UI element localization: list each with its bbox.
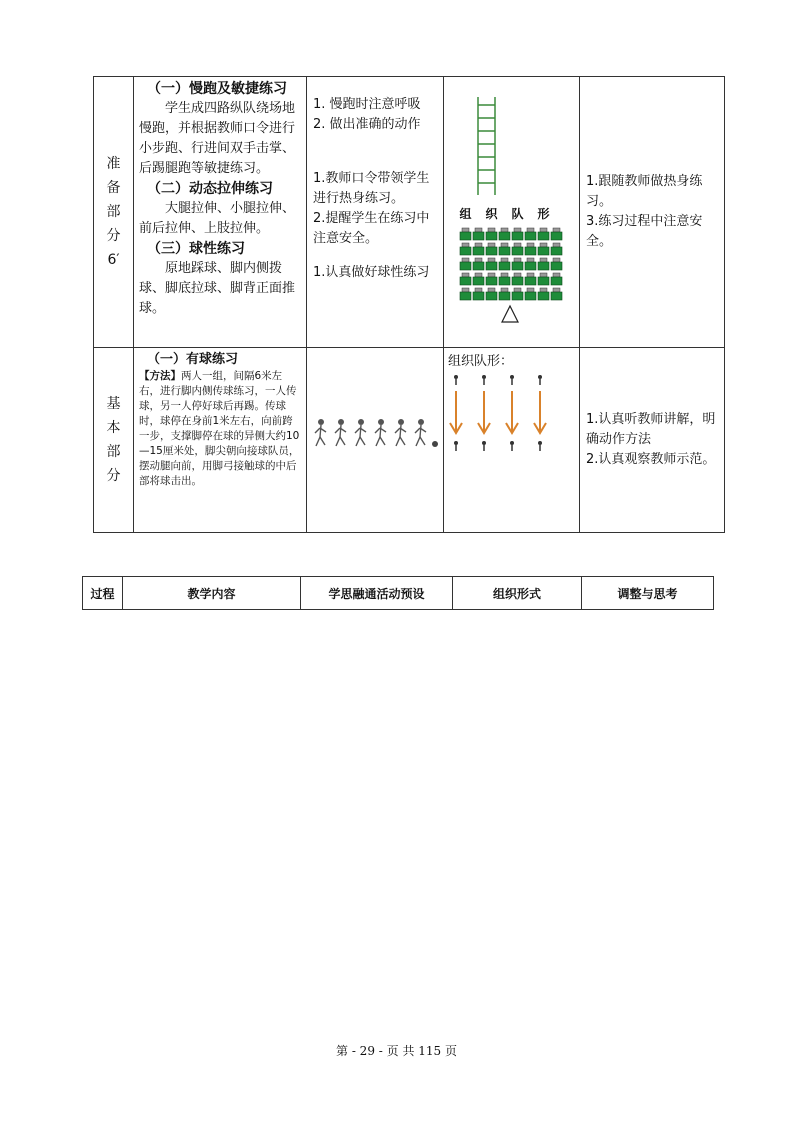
student-figure xyxy=(486,288,497,300)
student-figure xyxy=(538,228,549,240)
pass-lane xyxy=(478,375,490,451)
student-figure xyxy=(499,273,510,285)
cone-icon xyxy=(502,306,518,322)
header-process: 过程 xyxy=(83,577,123,610)
organization-label: 组织队形： xyxy=(448,354,514,369)
student-figure xyxy=(512,273,523,285)
prep-organization-cell xyxy=(444,77,580,348)
pass-lane xyxy=(534,375,546,451)
prep-heading-3: （三）球性练习 xyxy=(147,241,245,257)
student-figure xyxy=(525,273,536,285)
student-figure xyxy=(525,258,536,270)
prep-heading-2: （二）动态拉伸练习 xyxy=(147,181,273,197)
basic-activity-cell xyxy=(307,348,444,533)
basic-stage-cell xyxy=(94,348,134,533)
student-figure xyxy=(499,228,510,240)
student-figure xyxy=(551,243,562,255)
ball-icon xyxy=(432,441,438,447)
passing-arrows-diagram xyxy=(444,371,580,461)
player-figure xyxy=(375,419,386,446)
stage-char: 本 xyxy=(106,420,121,436)
student-figure xyxy=(512,228,523,240)
basic-content-cell xyxy=(134,348,307,533)
student-figure xyxy=(460,273,471,285)
basic-organization-cell xyxy=(444,348,580,533)
reflection-line: 1.跟随教师做热身练习。 xyxy=(586,174,703,209)
prep-heading-1: （一）慢跑及敏捷练习 xyxy=(147,81,287,97)
student-figure xyxy=(512,243,523,255)
player-figure xyxy=(415,419,426,446)
stage-char: 基 xyxy=(106,396,121,412)
player-figure xyxy=(395,419,406,446)
student-figure xyxy=(525,228,536,240)
lesson-plan-table xyxy=(93,76,725,533)
method-text: 两人一组，间隔6米左右，进行脚内侧传球练习，一人传球，另一人停好球后再踢。传球时，球停在身前1米左右，向前跨一步，支撑脚停在球的异侧大约10—15厘米处，脚尖朝向接球队员，摆动腿向前，用脚弓接触球的中后部将球击出。 xyxy=(139,370,300,487)
student-figure xyxy=(512,258,523,270)
student-figure xyxy=(512,288,523,300)
stage-char: 备 xyxy=(106,180,121,196)
reflection-line: 2.认真观察教师示范。 xyxy=(586,452,716,467)
student-figure xyxy=(538,243,549,255)
method-tag: 【方法】 xyxy=(139,370,181,382)
passing-sequence-image xyxy=(307,408,443,468)
student-figure xyxy=(551,273,562,285)
pass-lane xyxy=(506,375,518,451)
student-figure xyxy=(538,273,549,285)
activity-line: 2. 做出准确的动作 xyxy=(313,117,421,132)
student-figure xyxy=(525,243,536,255)
player-figure xyxy=(355,419,366,446)
student-figure xyxy=(486,228,497,240)
organization-caption: 组织队形 xyxy=(459,207,564,221)
student-figure xyxy=(473,228,484,240)
stage-char: 6′ xyxy=(107,252,120,268)
column-header-table xyxy=(82,576,714,610)
student-figure xyxy=(499,258,510,270)
student-figure xyxy=(460,228,471,240)
reflection-line: 1.认真听教师讲解，明确动作方法 xyxy=(586,412,716,447)
student-figure xyxy=(460,243,471,255)
header-organization-form: 组织形式 xyxy=(453,577,582,610)
student-figure xyxy=(499,288,510,300)
stage-char: 分 xyxy=(106,228,121,244)
prep-activity-cell xyxy=(307,77,444,348)
student-figure xyxy=(473,273,484,285)
prep-text-3: 原地踩球、脚内侧拨球、脚底拉球、脚背正面推球。 xyxy=(139,261,296,316)
basic-heading-1: （一）有球练习 xyxy=(147,352,239,367)
prep-reflection-cell xyxy=(580,77,725,348)
basic-reflection-cell xyxy=(580,348,725,533)
basic-row xyxy=(94,348,725,533)
player-figure xyxy=(315,419,326,446)
method-paragraph xyxy=(139,369,301,489)
activity-line: 1.教师口令带领学生进行热身练习。 xyxy=(313,171,430,206)
activity-line: 1. 慢跑时注意呼吸 xyxy=(313,97,421,112)
student-figure xyxy=(551,288,562,300)
student-figure xyxy=(538,288,549,300)
stage-char: 分 xyxy=(106,468,121,484)
student-figure xyxy=(551,228,562,240)
stage-char: 部 xyxy=(106,204,121,220)
header-teaching-content: 教学内容 xyxy=(123,577,301,610)
student-figure xyxy=(473,258,484,270)
pass-lane xyxy=(450,375,462,451)
player-figure xyxy=(335,419,346,446)
prep-text-2: 大腿拉伸、小腿拉伸、前后拉伸、上肢拉伸。 xyxy=(139,201,296,236)
student-figure xyxy=(499,243,510,255)
prep-content-cell xyxy=(134,77,307,348)
student-formation-diagram xyxy=(444,222,580,332)
student-figure xyxy=(486,273,497,285)
student-figure xyxy=(525,288,536,300)
student-figure xyxy=(460,288,471,300)
student-figure xyxy=(486,258,497,270)
student-figure xyxy=(486,243,497,255)
student-figure xyxy=(460,258,471,270)
ladder-diagram xyxy=(444,77,580,195)
stage-char: 部 xyxy=(106,444,121,460)
header-activity-preset: 学思融通活动预设 xyxy=(301,577,453,610)
reflection-line: 3.练习过程中注意安全。 xyxy=(586,214,703,249)
prep-text-1: 学生成四路纵队绕场地慢跑，并根据教师口令进行小步跑、行进间双手击掌、后踢腿跑等敏捷练习。 xyxy=(139,101,296,176)
student-figure xyxy=(473,288,484,300)
prep-stage-cell xyxy=(94,77,134,348)
student-figure xyxy=(551,258,562,270)
activity-line: 2.提醒学生在练习中注意安全。 xyxy=(313,211,430,246)
header-row xyxy=(83,577,714,610)
page-footer: 第 - 29 - 页 共 115 页 xyxy=(336,1044,457,1058)
stage-char: 准 xyxy=(106,156,121,172)
header-adjustment-thinking: 调整与思考 xyxy=(582,577,714,610)
student-figure xyxy=(538,258,549,270)
activity-line: 1.认真做好球性练习 xyxy=(313,265,430,280)
student-figure xyxy=(473,243,484,255)
prep-row xyxy=(94,77,725,348)
